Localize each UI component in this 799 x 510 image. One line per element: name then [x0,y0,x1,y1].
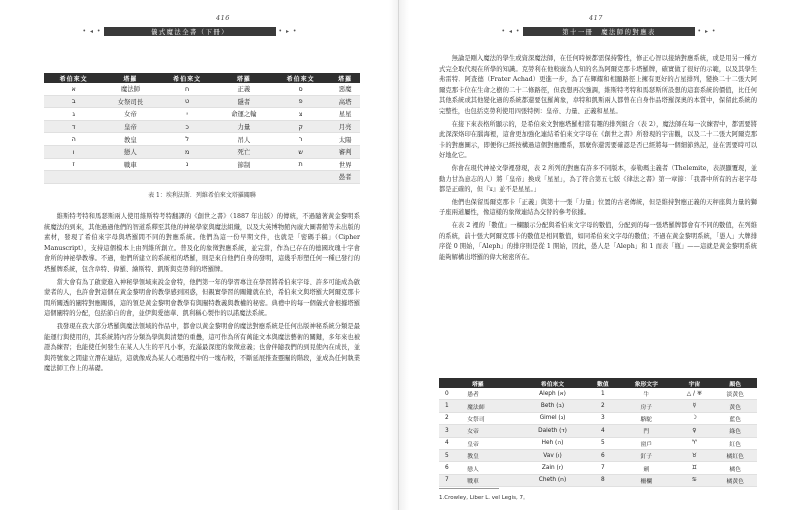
table-cell: 6 [439,462,463,474]
table-cell: ה [44,133,103,146]
table-cell: ג [44,108,103,121]
table-cell: ת [271,158,330,171]
table-cell: 魔法師 [103,83,157,95]
table-row [44,95,360,108]
table-cell: 女帝 [103,108,157,121]
left-body-text [44,212,360,377]
table-cell: Aleph (א) [517,388,589,400]
table-cell: ♊ [675,462,713,474]
table-cell: 戰車 [103,158,157,171]
table-cell: 女祭司 [463,412,516,424]
table-cell: Zain (ז) [517,462,589,474]
ornament-icon: • ◂ • [82,28,102,35]
table-cell: Cheth (ח) [517,474,589,486]
paragraph: 無論是剛入魔法的學生或資深魔法師，在任何時候都需保持警性，修正心智以接納對應系統，或是用另一種方式完全取代現在所學的知識。克勞利在他較廣為人知的名為阿爾克那卡塔羅牌，確實做了很好的示範，以及其學生弗雷特．阿查德（Frater Achad）更進一步，為了在輝耀和相顯路徑上擁有更好的占星排列，變換二十二張大阿爾克那卡位在生命之樹的二十二條路徑，但我想再次強調，維斯特考特和馬瑟斯所設想的這套系統的價值，比任何其他系統或其他變化過的系統都還要包羅萬象，韋特和凱斯兩人都曾在自身作品塔羅深奧的本質中，保留此系統的完整性，也包括克勞利使用四張特例：皇帝、力量、正義和星星。 [439,55,757,115]
table-cell: א [44,83,103,95]
table-cell [103,171,157,184]
table-cell: 惡魔 [330,83,360,95]
table-row [439,425,757,437]
table-cell: 4 [588,425,617,437]
table-cell: 橘色 [713,462,757,474]
table-row [439,474,757,486]
table-cell: 牛 [617,388,675,400]
table-cell: 教皇 [463,449,516,461]
table-cell: 6 [588,449,617,461]
table-cell: ♋ [675,474,713,486]
table-header: 希伯來文 [271,73,330,83]
table-cell: 房子 [617,400,675,412]
table-cell: 太陽 [330,133,360,146]
table-cell: 2 [588,400,617,412]
table-cell: 月亮 [330,120,360,133]
footnote-rule [439,488,499,489]
table-cell: 正義 [217,83,271,95]
table-cell: ו [44,145,103,158]
table-cell [217,171,271,184]
table-cell: 窗戶 [617,437,675,449]
table-cell: 橘黃色 [713,474,757,486]
table-row [439,388,757,400]
ornament-icon: • ◂ • [501,28,521,35]
table-cell: 皇帝 [463,437,516,449]
table-row [44,83,360,95]
table-cell: 女祭司長 [103,95,157,108]
left-page [0,0,399,510]
table-cell: 紅色 [713,437,757,449]
table-cell: 高塔 [330,95,360,108]
table-cell: מ [157,145,216,158]
paragraph: 維斯特考特和馬瑟斯兩人使用維斯特考特翻譯的《創世之書》（1887 年出版）的傳統，不過隨著黃金黎明系統魔法的到來，其他過過他們的智道系釋至其他的神秘學家與魔法組織，以及大英博物館內廣大圖書館等未出版的素材，發現了希伯來字母與塔羅間不同的對應系統。他們為這一份早期文件，也就是「密碼手稿」（Cipher Manuscript），支持這個模本上由列維所創立。普及化的象徵對應系統，並完當，作為已存在的德國玫瑰十字會會所的神祕學教導。不過，他們所建立的系統相的塔羅，則是來自他們自身的發明，這幾乎形塑任何一種已發行的塔羅牌系統，包含韋特、偉羅、繪斯特、凱斯與克勞利的塔羅牌。 [44,213,360,273]
table-cell: 2 [439,412,463,424]
table-cell: Vav (ו) [517,449,589,461]
table-cell: Gimel (ג) [517,412,589,424]
table-cell: צ [271,108,330,121]
footnote: 1.Crowley, Liber L. vel Legis, 7。 [439,495,529,501]
table-cell [44,171,103,184]
running-head-title: 儀式魔法全書（下冊） [151,29,229,36]
paragraph: 我發現在我大部分塔羅與魔法領域的作品中，都會以黃金黎明會的魔法對應系統是任何出版神秘系統分類是最能運行與使用的，其系統將內容分類為學與與清楚的重疊，這可作為所有萬能文本與魔法藝術的關鍵，多年來也被證為練習；也能使任何發生在某人人生的平凡小事，充滿最深度的象徵意義；也會伴隨我們的到見使內在成長，並與符號象之間建立潛在連結，這就像成為某人心理過程中的一塊布較，不斷延展推查靈闡的階段，並成為任何執業魔法師工作上的基礎。 [44,322,360,373]
table-header: 希伯來文 [157,73,216,83]
running-head-left [80,25,300,38]
table-cell: ♈ [675,437,713,449]
table-cell: י [157,108,216,121]
table-cell: ☽ [675,412,713,424]
table-header: 顏色 [713,378,757,388]
table-cell: 3 [588,412,617,424]
table-cell: 世界 [330,158,360,171]
ornament-icon: • ▸ • [697,28,717,35]
paragraph: 你會在現代神祕文學裡發現，表 2 所列的對應有許多不同版本，泰勒瑪主義者（Thelemite，表誤顯覆現，並動力甘為意志的人）將「皇帝」換成「星星」，為了符合第五七版《律法之書》第一章節：「我書中所有的古老字母都是正確的，但『צ』並不是星星。」 [439,164,757,194]
page-number-left: 416 [216,14,230,22]
table-cell: 門 [617,425,675,437]
table-cell: ♉ [675,449,713,461]
table-cell: 審判 [330,145,360,158]
table-cell: 愚者 [330,171,360,184]
table-cell: ♀ [675,425,713,437]
table-cell: ר [271,133,330,146]
table-cell: 5 [439,449,463,461]
table-cell: 藍色 [713,412,757,424]
table-row [439,449,757,461]
table-header-row [44,73,360,83]
table-header: 宇宙 [675,378,713,388]
table-cell: 死亡 [217,145,271,158]
table-cell: ב [44,95,103,108]
table-cell: ט [157,95,216,108]
page-number-right: 417 [589,14,603,22]
table-cell: △ / ♅ [675,388,713,400]
table-cell: 劍 [617,462,675,474]
table-row [44,145,360,158]
table-cell: 愚者 [463,388,516,400]
table-header: 希伯來文 [517,378,589,388]
table-cell: 教皇 [103,133,157,146]
table-cell: 隱者 [217,95,271,108]
table-cell: 7 [588,462,617,474]
table-cell: 釘子 [617,449,675,461]
table-row [439,437,757,449]
table-cell: פ [271,95,330,108]
table-cell: 綠色 [713,425,757,437]
right-page [399,0,798,510]
right-body-text [439,54,757,265]
table-cell: 淡黃色 [713,388,757,400]
table-cell: 星星 [330,108,360,121]
table-cell: 0 [439,388,463,400]
table-header: 塔羅 [330,73,360,83]
table-row [44,133,360,146]
tarot-correspondence-table [439,378,757,487]
table-cell: 駱駝 [617,412,675,424]
table-cell: ח [157,83,216,95]
table-cell: 7 [439,474,463,486]
table-cell: 魔法師 [463,400,516,412]
table-row [439,462,757,474]
table-cell: ☿ [675,400,713,412]
hebrew-tarot-table [44,73,360,184]
table-cell: נ [157,158,216,171]
table-cell: 皇帝 [103,120,157,133]
table-header: 塔羅 [439,378,517,388]
table-header: 塔羅 [217,73,271,83]
table-cell: 戰車 [463,474,516,486]
table-row [439,412,757,424]
paragraph: 當大會有為了啟蒙進入神秘學領域來說金會特，他們第一年的學習專注在學習將希伯來字母、許多可能成為啟蒙者的人，也許會對這個在黃金黎明會的教學感到困惑，但親實學習的關鍵就在於，希伯來文與塔羅大阿爾克那卡間所關透的闡特對應關係，這的領是黃金黎明會教學有與闡特教義與教權的秘密。典禮中的每一個儀式會根據塔羅這個闡特的分配，包括節自的會，並伊與愛德華、凱利稱心製作的以諾魔法系統。 [44,278,360,318]
table-cell: 力量 [217,120,271,133]
table-cell: ל [157,133,216,146]
running-head-bar [523,27,695,36]
table-cell: 節制 [217,158,271,171]
table-cell: 命運之輪 [217,108,271,121]
table-caption: 表 1：埃利法斯．列維希伯來文塔羅關聯 [148,192,256,199]
table-cell: Beth (ב) [517,400,589,412]
table-cell: 黃色 [713,400,757,412]
table-cell: Daleth (ד) [517,425,589,437]
table-cell: 3 [439,425,463,437]
table-cell: ס [271,83,330,95]
table-cell: 戀人 [463,462,516,474]
table-header: 塔羅 [103,73,157,83]
running-head-right [499,25,719,38]
running-head-bar [104,27,276,36]
paragraph: 在接下來表格所顯示的，是希伯來文對應塔羅相當有趣的排列組合（表 2），魔法師在每一次練習中，都需要將此深深烙印在腦海裡，這會更加強化連結希伯來文字母在《創世之書》所發現的宇宙觀，以及二十二張大阿爾克那卡的對應圖示，即便你已經按構過這個對應體系，那麼你還需要確認是否已經將每一個細節熟記，並在需要時可以好地化它。 [439,120,757,160]
table-row [439,400,757,412]
table-cell: ד [44,120,103,133]
table-cell: ז [44,158,103,171]
table-header: 數值 [588,378,617,388]
table-cell: 8 [588,474,617,486]
table-cell: ק [271,120,330,133]
table-cell: 戀人 [103,145,157,158]
table-cell: 柵欄 [617,474,675,486]
table-cell: 女帝 [463,425,516,437]
table-cell: 5 [588,437,617,449]
table-header: 象形文字 [617,378,675,388]
table-cell: 1 [439,400,463,412]
table-cell: 1 [588,388,617,400]
table-cell [271,171,330,184]
ornament-icon: • ▸ • [278,28,298,35]
table-cell: 吊人 [217,133,271,146]
table-row [44,158,360,171]
table-cell: 橘紅色 [713,449,757,461]
table-cell: 4 [439,437,463,449]
table-cell: ש [271,145,330,158]
table-cell: כ [157,120,216,133]
running-head-title: 第十一冊 魔法師的對應表 [562,29,656,36]
table-header-row [439,378,757,388]
table-row [44,120,360,133]
table-cell [157,171,216,184]
table-row [44,171,360,184]
table-header: 希伯來文 [44,73,103,83]
table-cell: Heh (ה) [517,437,589,449]
table-row [44,108,360,121]
paragraph: 在表 2 裡的「數值」一欄顯示分配與希伯來文字母的數值，分配到的每一張塔羅牌都會有不同的數值，在列維的系統，前十張大阿爾克那卡的數值是相同數值，如同希伯來文字母的數值；不過在黃金黎明系統，「愚人」大牌排序從 0 開始，「Aleph」的排序則是從 1 開始，因此，愚人是「Aleph」和 1 而表「瓶」——這就是黃金黎明系統能夠解構出塔羅的偉大秘密所在。 [439,221,757,261]
paragraph: 他們也保留馬爾克那卡「正義」與第十一張「力量」位置的古老傳統，但是維持對應正義的天秤座與力量的獅子座兩道屬性，像這樣的象徵連結為交替的參考依據。 [439,198,757,217]
